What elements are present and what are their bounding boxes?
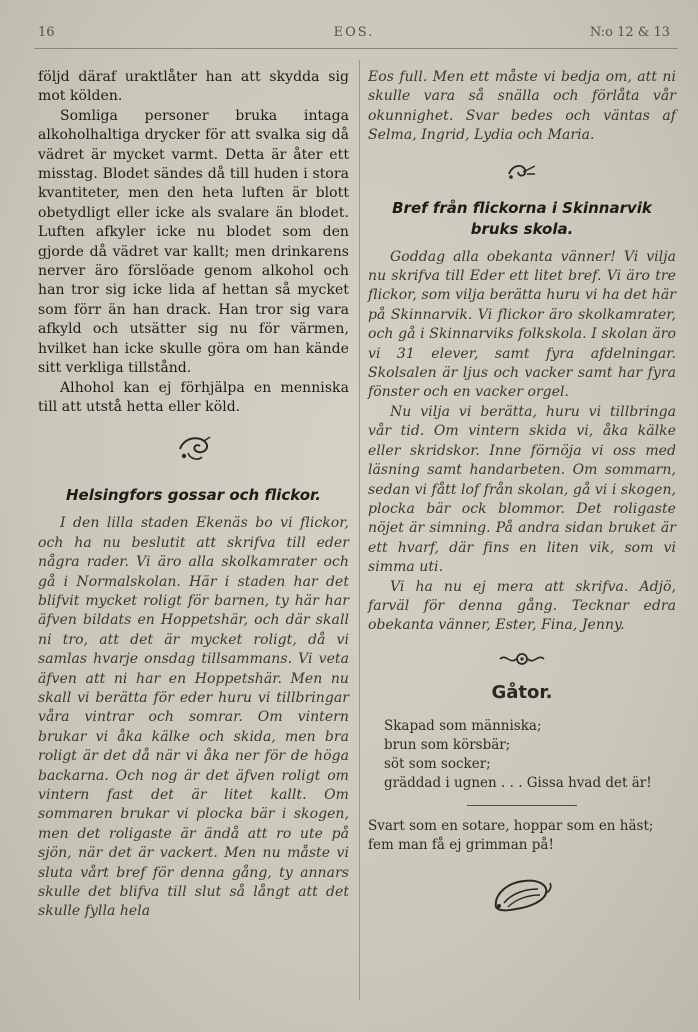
letter-text: I den lilla staden Ekenäs bo vi flickor, och ha nu beslutit att skrifva till eder några rader. Vi äro alla skolkamrater och gå i Normalskolan. Här i staden har det blifvit mycket roligt för barnen, ty här har äfven bildats en Hoppetshär, och där skall ni tro, att det är mycket roligt, då vi samlas hvarje onsdag tillsammans. Vi veta äfven att ni har en Hoppetshär. Men nu skall vi berätta för eder huru vi tillbringar våra vintrar och somrar. Om vintern brukar vi åka kälke och skida, men bra roligt är det då när vi åka ner för de höga backarna. Och nog är det äfven roligt om vintern fast det är litet kallt. Om sommaren brukar vi plocka bär i skogen, men det roligaste är ändå att ro ute på sjön, när det är vackert. Men nu måste vi sluta vårt bref för denna gång, ty annars skulle det blifva till slut så långt att det skulle fylla hela [38, 515, 349, 920]
right-column [368, 68, 676, 915]
riddles-heading: Gåtor. [491, 681, 553, 703]
riddle-line: söt som socker; [384, 755, 491, 772]
letter-paragraph: Goddag alla obekanta vänner! Vi vilja nu skrifva till Eder ett litet bref. Vi äro tre flickor, som vilja berätta huru vi ha det här på Skinnarvik. Vi flickor äro skolkamrater, och gå i Skinnarviks folkskola. I skolan äro vi 31 elever, samt fyra afdelningar. Skolsalen är ljus och vacker samt har fyra fönster och en vacker orgel. [368, 248, 676, 401]
page-header [38, 25, 670, 41]
column-divider [359, 60, 360, 1000]
riddle-line: brun som körsbär; [384, 736, 511, 753]
issue-number: N:o 12 & 13 [589, 25, 670, 40]
left-column [38, 68, 349, 922]
paragraph: Somliga personer bruka intaga alkoholhaltiga drycker för att svalka sig då vädret är mycket varmt. Detta är åter ett misstag. Blodet sändes då till huden i stora kvantiteter, men den heta luften är blott obetydligt eller icke als svalare än blodet. Luften afkyler icke nu blodet som den gjorde då vädret var kallt; men drinkarens nerver äro förslöade genom alkohol och han tror sig icke lida af hettan så mycket som förr än han drack. Han tror sig vara afkyld och utsätter sig nu för värmen, hvilket han icke skulle göra om han kände sitt verkliga tillstånd. [38, 107, 349, 377]
page-number: 16 [38, 25, 55, 40]
letter-paragraph: Nu vilja vi berätta, huru vi tillbringa vår tid. Om vintern skida vi, åka kälke eller skridskor. Inne förnöja vi oss med läsning samt handarbeten. Om sommarn, sedan vi fått lof från skolan, gå vi i skogen, plocka bär ock blommor. Det roligaste nöjet är simning. På andra sidan bruket är ett hvarf, där fins en liten vik, som vi simma uti. [368, 403, 677, 576]
paragraph: Alhohol kan ej förhjälpa en menniska till att utstå hetta eller köld. [38, 379, 349, 415]
riddle-line: Skapad som människa; [384, 717, 542, 734]
flourish-ornament-icon [174, 431, 214, 465]
paragraph: följd däraf uraktlåter han att skydda sig mot kölden. [38, 69, 349, 105]
letter-heading: Bref från flickorna i Skinnarvik bruks skola. [392, 198, 652, 238]
riddle-text: Svart som en sotare, hoppar som en häst; fem man få ej grimman på! [368, 817, 654, 853]
riddle-separator [467, 805, 577, 806]
letter-heading: Helsingfors gossar och flickor. [65, 486, 321, 505]
scroll-ornament-icon [490, 873, 554, 915]
letter-continuation: Eos full. Men ett måste vi bedja om, att ni skulle vara så snälla och förlåta vår okunnighet. Svar bedes och väntas af Selma, Ingrid, Lydia och Maria. [368, 69, 676, 144]
publication-title: EOS. [333, 25, 375, 40]
letter-paragraph: Vi ha nu ej mera att skrifva. Adjö, farväl för denna gång. Tecknar edra obekanta vänner, Ester, Fina, Jenny. [368, 578, 676, 634]
small-flourish-icon [505, 160, 539, 182]
riddle-line: gräddad i ugnen . . . Gissa hvad det är! [384, 774, 652, 791]
header-rule [34, 48, 678, 49]
divider-ornament-icon [496, 650, 548, 668]
